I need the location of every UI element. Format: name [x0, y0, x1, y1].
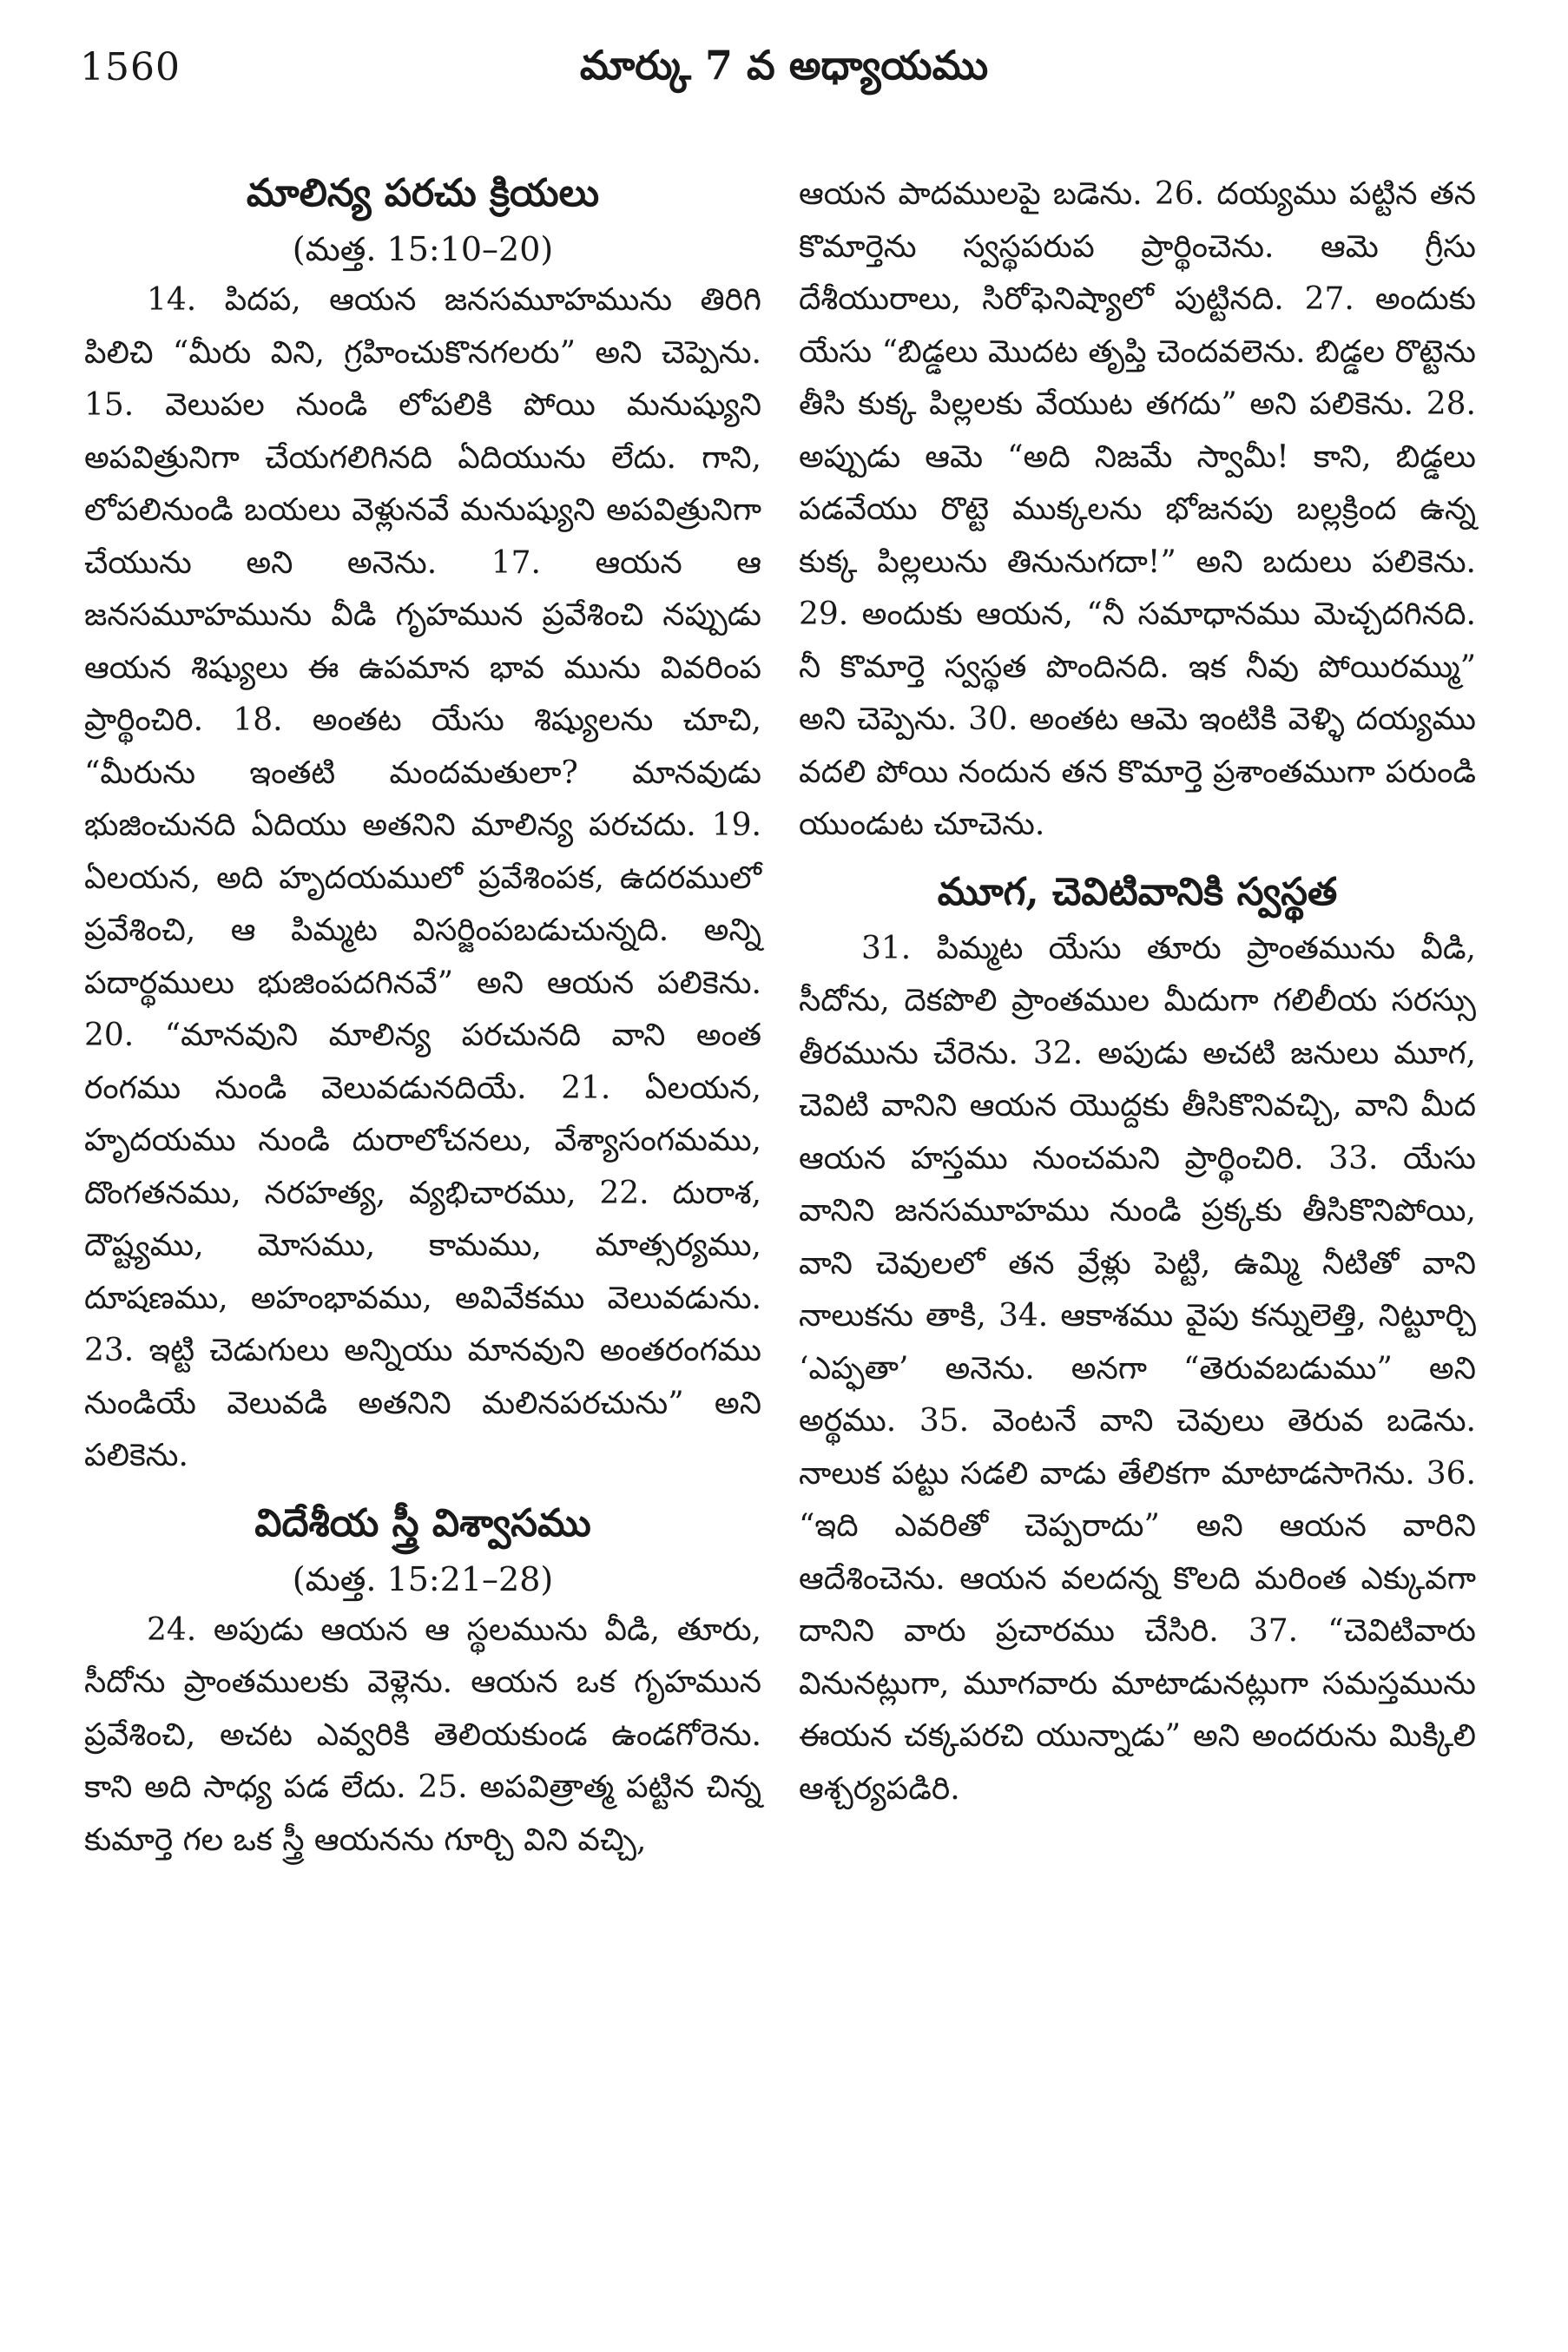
right-column — [799, 168, 1476, 1815]
cross-reference: (మత్త. 15:21–28) — [292, 1559, 554, 1598]
verse-paragraph: 24. అపుడు ఆయన ఆ స్థలమును వీడి, తూరు, సీదోను ప్రాంతములకు వెళ్లెను. ఆయన ఒక గృహమున ప్రవేశించి, అచట ఎవ్వరికి తెలియకుండ ఉండగోరెను. కాని అది సాధ్య పడ లేదు. 25. అపవిత్రాత్మ పట్టిన చిన్న కుమార్తె గల ఒక స్త్రీ ఆయనను గూర్చి విని వచ్చి, — [84, 1611, 761, 1858]
section-heading-gentile-woman: విదేశీయ స్త్రీ విశ్వాసము — [254, 1500, 591, 1545]
page-number: 1560 — [80, 45, 181, 89]
left-column — [84, 163, 761, 1867]
running-head: మార్కు 7 వ అధ్యాయము — [579, 42, 989, 89]
verse-paragraph: ఆయన పాదములపై బడెను. 26. దయ్యము పట్టిన తన కొమార్తెను స్వస్థపరుప ప్రార్థించెను. ఆమె గ్రీసు దేశీయురాలు, సిరోఫెనిష్యాలో పుట్టినది. 27. అందుకు యేసు “బిడ్డలు మొదట తృప్తి చెందవలెను. బిడ్డల రొట్టెను తీసి కుక్క పిల్లలకు వేయుట తగదు” అని పలికెను. 28. అప్పుడు ఆమె “అది నిజమే స్వామీ! కాని, బిడ్డలు పడవేయు రొట్టె ముక్కలను భోజనపు బల్లక్రింద ఉన్న కుక్క పిల్లలును తినునుగదా!” అని బదులు పలికెను. 29. అందుకు ఆయన, “నీ సమాధానము మెచ్చదగినది. నీ కొమార్తె స్వస్థత పొందినది. ఇక నీవు పోయిరమ్ము” అని చెప్పెను. 30. అంతట ఆమె ఇంటికి వెళ్ళి దయ్యము వదలి పోయి నందున తన కొమార్తె ప్రశాంతముగా పరుండి యుండుట చూచెను. — [799, 176, 1476, 842]
section-heading-defilement: మాలిన్య పరచు క్రియలు — [246, 171, 600, 215]
verse-paragraph: 14. పిదప, ఆయన జనసమూహమును తిరిగి పిలిచి “మీరు విని, గ్రహించుకొనగలరు” అని చెప్పెను. 15. వెలుపల నుండి లోపలికి పోయి మనుష్యుని అపవిత్రునిగా చేయగలిగినది ఏదియును లేదు. గాని, లోపలినుండి బయలు వెళ్లునవే మనుష్యుని అపవిత్రునిగా చేయును అని అనెను. 17. ఆయన ఆ జనసమూహమును వీడి గృహమున ప్రవేశించి నప్పుడు ఆయన శిష్యులు ఈ ఉపమాన భావ మును వివరింప ప్రార్థించిరి. 18. అంతట యేసు శిష్యులను చూచి, “మీరును ఇంతటి మందమతులా? మానవుడు భుజించునది ఏదియు అతనిని మాలిన్య పరచదు. 19. ఏలయన, అది హృదయములో ప్రవేశింపక, ఉదరములో ప్రవేశించి, ఆ పిమ్మట విసర్జింపబడుచున్నది. అన్ని పదార్థములు భుజింపదగినవే” అని ఆయన పలికెను. 20. “మానవుని మాలిన్య పరచునది వాని అంత రంగము నుండి వెలువడునదియే. 21. ఏలయన, హృదయము నుండి దురాలోచనలు, వేశ్యాసంగమము, దొంగతనము, నరహత్య, వ్యభిచారము, 22. దురాశ, దౌష్ట్యము, మోసము, కామము, మాత్సర్యము, దూషణము, అహంభావము, అవివేకము వెలువడును. 23. ఇట్టి చెడుగులు అన్నియు మానవుని అంతరంగము నుండియే వెలువడి అతనిని మలినపరచును” అని పలికెను. — [84, 282, 761, 1473]
verse-paragraph: 31. పిమ్మట యేసు తూరు ప్రాంతమును వీడి, సీదోను, దెకపొలి ప్రాంతముల మీదుగా గలిలీయ సరస్సు తీరమును చేరెను. 32. అపుడు అచటి జనులు మూగ, చెవిటి వానిని ఆయన యొద్దకు తీసికొనివచ్చి, వాని మీద ఆయన హస్తము నుంచమని ప్రార్థించిరి. 33. యేసు వానిని జనసమూహము నుండి ప్రక్కకు తీసికొనిపోయి, వాని చెవులలో తన వ్రేళ్లు పెట్టి, ఉమ్మి నీటితో వాని నాలుకను తాకి, 34. ఆకాశము వైపు కన్నులెత్తి, నిట్టూర్చి ‘ఎప్ఫతా’ అనెను. అనగా “తెరువబడుము” అని అర్థము. 35. వెంటనే వాని చెవులు తెరువ బడెను. నాలుక పట్టు సడలి వాడు తేలికగా మాటాడసాగెను. 36. “ఇది ఎవరితో చెప్పరాదు” అని ఆయన వారిని ఆదేశించెను. ఆయన వలదన్న కొలది మరింత ఎక్కువగా దానిని వారు ప్రచారము చేసిరి. 37. “చెవిటివారు వినునట్లుగా, మూగవారు మాటాడునట్లుగా సమస్తమును ఈయన చక్కపరచి యున్నాడు” అని అందరును మిక్కిలి ఆశ్చర్యపడిరి. — [799, 930, 1476, 1807]
section-heading-healing-deaf-mute: మూగ, చెవిటివానికి స్వస్థత — [937, 869, 1338, 914]
cross-reference: (మత్త. 15:10–20) — [292, 230, 554, 268]
